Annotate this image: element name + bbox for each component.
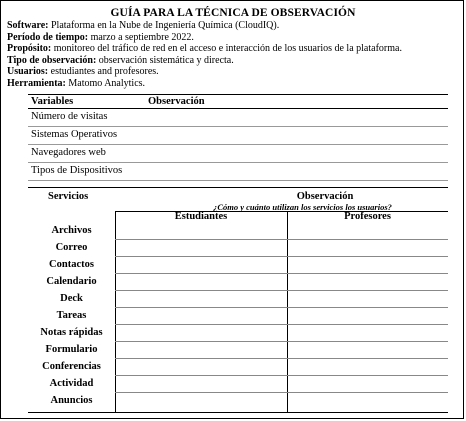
variable-label: Sistemas Operativos: [31, 129, 118, 140]
service-label: Tareas: [56, 310, 87, 321]
table-row: [28, 163, 448, 181]
table-row: [28, 308, 448, 325]
info-period: [7, 32, 402, 44]
variable-label: Tipos de Dispositivos: [31, 165, 123, 176]
variables-column-header: Variables: [31, 96, 74, 107]
info-value: Plataforma en la Nube de Ingeniería Química (CloudIQ).: [48, 20, 280, 31]
service-label: Correo: [55, 242, 88, 253]
info-purpose: [7, 43, 402, 55]
info-software: [7, 20, 402, 32]
service-label: Anuncios: [50, 395, 93, 406]
table-row: [28, 376, 448, 393]
service-label: Archivos: [51, 225, 92, 236]
table-row: [28, 274, 448, 291]
teachers-column-header: Profesores: [344, 211, 391, 222]
info-value: marzo a septiembre 2022.: [88, 31, 194, 43]
info-label: Herramienta:: [7, 77, 66, 89]
info-label: Software:: [7, 20, 49, 31]
table-row: [28, 127, 448, 145]
info-block: [7, 20, 402, 89]
table-row: [28, 257, 448, 274]
info-users: [7, 66, 402, 78]
table-row: [28, 240, 448, 257]
divider: [28, 412, 448, 413]
info-tool: [7, 78, 402, 90]
service-label: Calendario: [46, 276, 97, 287]
table-row: [28, 325, 448, 342]
services-column-header: Servicios: [48, 191, 89, 202]
info-value: Matomo Analytics.: [65, 77, 146, 89]
info-label: Tipo de observación:: [7, 54, 97, 66]
service-label: Notas rápidas: [40, 327, 103, 338]
info-label: Propósito:: [7, 43, 52, 54]
service-label: Deck: [60, 293, 83, 304]
observation-column-header: Observación: [148, 96, 205, 107]
observation-column-header: Observación: [296, 191, 354, 202]
table-row: [28, 145, 448, 163]
students-column-header: Estudiantes: [174, 211, 228, 222]
service-label: Formulario: [45, 344, 98, 355]
info-value: observación sistemática y directa.: [96, 54, 234, 66]
divider: [28, 187, 448, 188]
service-label: Contactos: [49, 259, 94, 270]
table-row: [28, 223, 448, 240]
info-value: estudiantes and profesores.: [48, 66, 159, 77]
table-row: [28, 342, 448, 359]
variables-table-header: [28, 94, 448, 109]
table-row: [28, 393, 448, 410]
info-label: Usuarios:: [7, 66, 49, 77]
document-title: GUÍA PARA LA TÉCNICA DE OBSERVACIÓN: [110, 7, 356, 19]
info-observation-type: [7, 55, 402, 67]
variable-label: Navegadores web: [31, 147, 106, 158]
info-value: monitoreo del tráfico de red en el acceso e interacción de los usuarios de la plataforma.: [51, 43, 402, 54]
table-row: [28, 109, 448, 127]
observation-question: ¿Cómo y cuánto utilizan los servicios los usuarios?: [213, 202, 392, 212]
services-table: [28, 187, 448, 413]
service-label: Conferencias: [42, 361, 101, 372]
table-row: [28, 291, 448, 308]
variable-label: Número de visitas: [31, 111, 108, 122]
table-row: [28, 359, 448, 376]
service-label: Actividad: [49, 378, 94, 389]
info-label: Período de tiempo:: [7, 31, 89, 43]
